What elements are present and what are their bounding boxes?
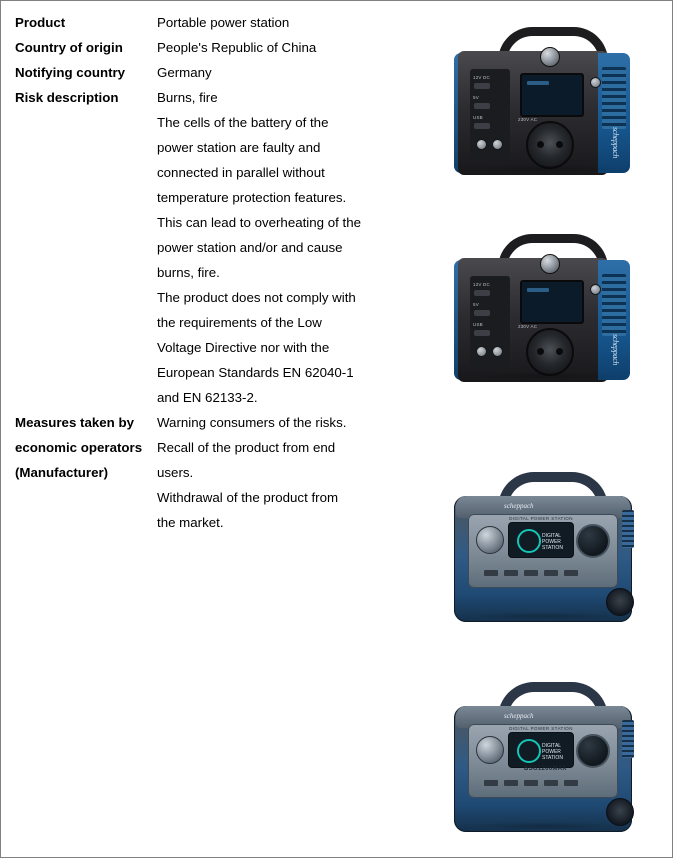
value-line: Voltage Directive nor with the	[157, 340, 330, 355]
vent-grille-icon	[622, 720, 634, 758]
value-line: burns, fire.	[157, 265, 220, 280]
model-label: BSG1200MAX	[524, 766, 567, 772]
value-line: People's Republic of China	[157, 40, 317, 55]
display-text: DIGITAL POWER STATION	[542, 743, 563, 761]
battery-ring-icon	[517, 529, 541, 553]
mode-button[interactable]	[492, 139, 503, 150]
usb-port-2	[504, 570, 518, 576]
top-knob[interactable]	[540, 47, 560, 67]
value-line: Germany	[157, 65, 212, 80]
power-station-illustration-4	[446, 686, 640, 836]
status-display	[508, 522, 574, 558]
brand-logo: scheppach	[504, 712, 534, 720]
port-row	[478, 566, 608, 582]
row-label-product: Product	[15, 15, 66, 30]
product-details-table	[15, 10, 419, 535]
usb-port	[474, 310, 490, 316]
port-label: 5V	[473, 302, 479, 307]
panel-title: DIGITAL POWER STATION	[509, 516, 573, 521]
value-line: European Standards EN 62040-1	[157, 365, 354, 380]
usb-port-2	[474, 123, 490, 129]
row-value-product	[157, 10, 419, 35]
display-button[interactable]	[590, 284, 601, 295]
value-line: Burns, fire	[157, 90, 218, 105]
brand-logo: scheppach	[611, 127, 620, 159]
vent-grille-icon	[622, 510, 634, 548]
value-line: connected in parallel without	[157, 165, 325, 180]
table-row	[15, 10, 419, 35]
brand-logo: scheppach	[611, 334, 620, 366]
display-text: DIGITAL POWER STATION	[542, 533, 563, 551]
drop-shadow	[468, 822, 618, 830]
power-button[interactable]	[476, 346, 487, 357]
ac-socket	[526, 328, 574, 376]
row-value-measures-taken	[157, 410, 419, 535]
dc-port	[474, 290, 490, 296]
port-label: 12V DC	[473, 75, 490, 80]
power-station-illustration-3	[446, 476, 640, 626]
power-station-illustration-2	[448, 236, 638, 386]
product-photo-2	[427, 216, 659, 406]
socket-label: 230V AC	[518, 117, 538, 122]
table-row	[15, 410, 419, 535]
row-label-measures-taken: Measures taken by economic operators (Manufacturer)	[15, 415, 143, 480]
row-label-risk-description: Risk description	[15, 90, 119, 105]
usb-port-3	[524, 570, 538, 576]
product-images-column	[421, 1, 672, 857]
table-row	[15, 35, 419, 60]
product-photo-3	[427, 456, 659, 646]
row-value-notifying-country	[157, 60, 419, 85]
drop-shadow	[468, 372, 618, 380]
vent-grille-icon	[602, 67, 626, 129]
port-label: 12V DC	[473, 282, 490, 287]
port-panel	[470, 276, 510, 368]
left-dial[interactable]	[476, 526, 504, 554]
battery-ring-icon	[517, 739, 541, 763]
dc-port	[474, 83, 490, 89]
top-knob[interactable]	[540, 254, 560, 274]
port-label: USB	[473, 115, 483, 120]
ac-socket	[606, 588, 634, 616]
value-line: Portable power station	[157, 15, 290, 30]
right-dial[interactable]	[576, 524, 610, 558]
status-display	[508, 732, 574, 768]
vent-grille-icon	[602, 274, 626, 336]
usb-port-2	[474, 330, 490, 336]
value-line: users.	[157, 465, 194, 480]
dc-port	[544, 780, 558, 786]
socket-label: 230V AC	[518, 324, 538, 329]
mode-button[interactable]	[492, 346, 503, 357]
value-line: This can lead to overheating of the	[157, 215, 362, 230]
dc-port	[544, 570, 558, 576]
row-label-notifying-country: Notifying country	[15, 65, 126, 80]
product-details-column	[1, 1, 421, 857]
value-line: temperature protection features.	[157, 190, 347, 205]
table-row	[15, 60, 419, 85]
port-label: 5V	[473, 95, 479, 100]
right-dial[interactable]	[576, 734, 610, 768]
table-row	[15, 85, 419, 410]
row-label-country-of-origin: Country of origin	[15, 40, 123, 55]
value-line: power station and/or and cause	[157, 240, 343, 255]
port-panel	[470, 69, 510, 161]
value-line: the requirements of the Low	[157, 315, 322, 330]
drop-shadow	[468, 612, 618, 620]
port-label: USB	[473, 322, 483, 327]
row-value-risk-description	[157, 85, 419, 410]
value-line: The cells of the battery of the	[157, 115, 329, 130]
row-value-country-of-origin	[157, 35, 419, 60]
value-line: Withdrawal of the product from	[157, 490, 339, 505]
status-display	[520, 280, 584, 324]
power-station-illustration-1	[448, 29, 638, 179]
usb-port	[484, 780, 498, 786]
usb-port	[484, 570, 498, 576]
value-line: the market.	[157, 515, 224, 530]
display-button[interactable]	[590, 77, 601, 88]
ac-socket	[526, 121, 574, 169]
drop-shadow	[468, 165, 618, 173]
status-display	[520, 73, 584, 117]
value-line: Recall of the product from end	[157, 440, 336, 455]
left-dial[interactable]	[476, 736, 504, 764]
usb-port	[474, 103, 490, 109]
value-line: power station are faulty and	[157, 140, 321, 155]
product-photo-4	[427, 666, 659, 856]
value-line: The product does not comply with	[157, 290, 356, 305]
value-line: Warning consumers of the risks.	[157, 415, 347, 430]
brand-logo: scheppach	[504, 502, 534, 510]
usb-port-2	[504, 780, 518, 786]
power-button[interactable]	[476, 139, 487, 150]
usb-port-3	[524, 780, 538, 786]
product-photo-1	[427, 9, 659, 199]
front-panel	[468, 724, 618, 798]
dc-port-2	[564, 780, 578, 786]
front-panel	[468, 514, 618, 588]
panel-title: DIGITAL POWER STATION	[509, 726, 573, 731]
document-content	[1, 1, 672, 857]
dc-port-2	[564, 570, 578, 576]
ac-socket	[606, 798, 634, 826]
value-line: and EN 62133-2.	[157, 390, 258, 405]
port-row	[478, 776, 608, 792]
